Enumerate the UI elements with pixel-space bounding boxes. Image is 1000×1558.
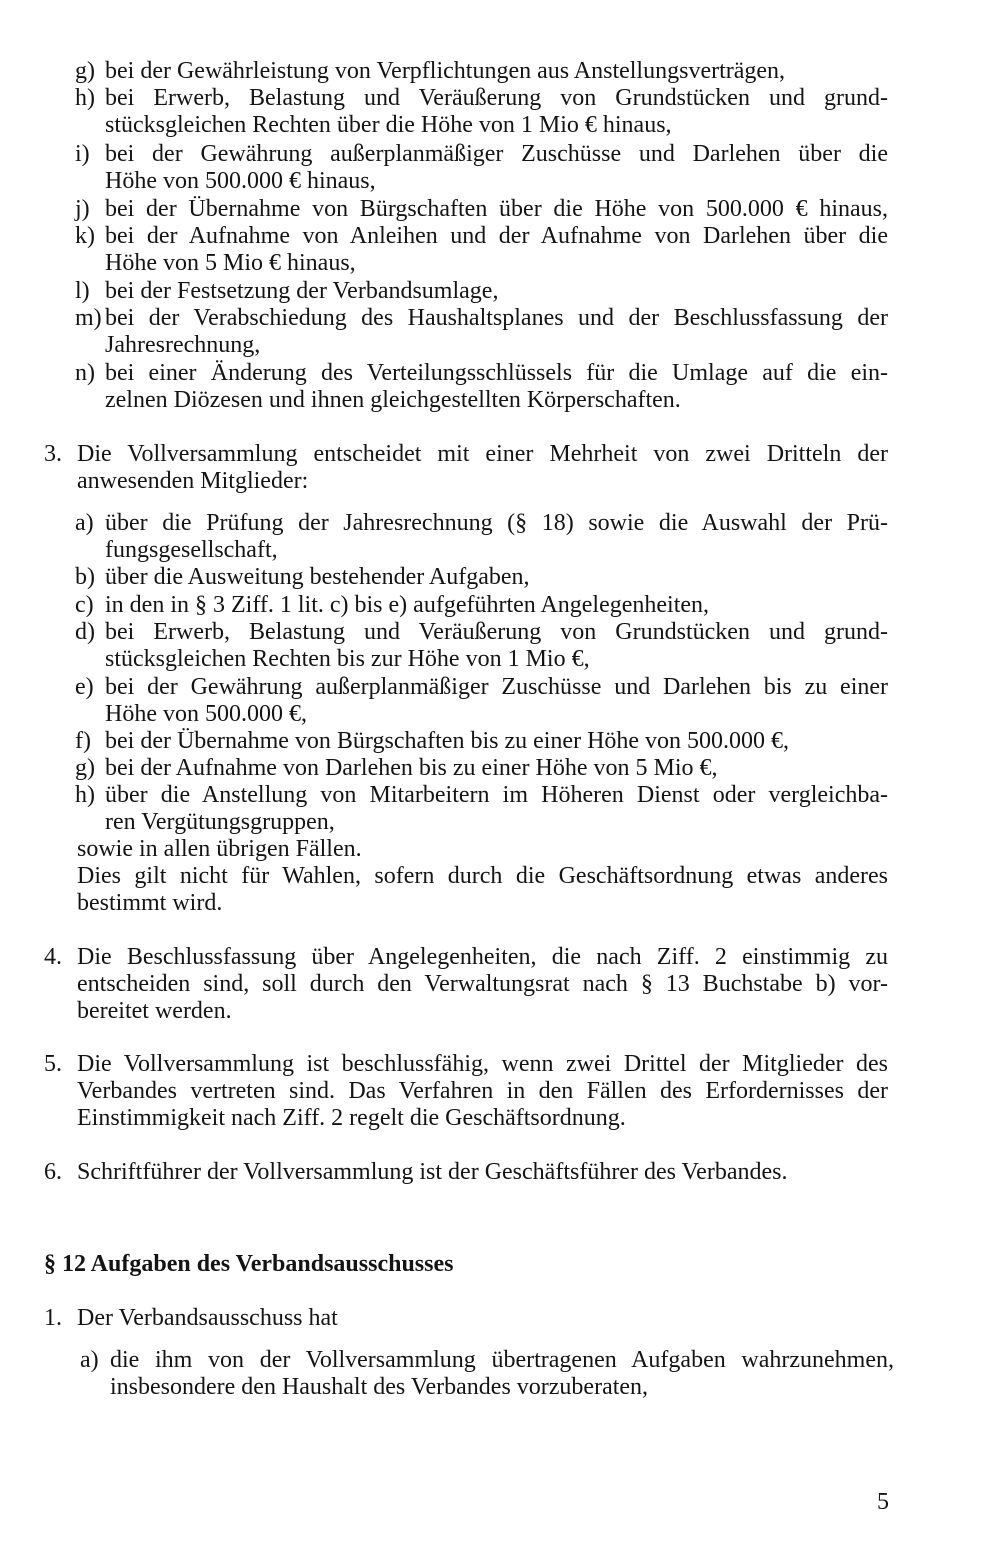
list-item-line: bei einer Änderung des Verteilungsschlüssels für die Umlage auf die ein- xyxy=(105,360,888,386)
list-item-line: bei Erwerb, Belastung und Veräußerung von Grundstücken und grund- xyxy=(105,619,888,645)
list-item-line: fungsgesellschaft, xyxy=(105,537,278,563)
list-marker: a) xyxy=(80,1347,99,1373)
list-marker: g) xyxy=(75,755,95,781)
list-marker: k) xyxy=(75,223,95,249)
list-item-line: in den in § 3 Ziff. 1 lit. c) bis e) aufgeführten Angelegenheiten, xyxy=(105,592,710,618)
list-marker: i) xyxy=(75,141,90,167)
list-item-line: Jahresrechnung, xyxy=(105,332,261,358)
list-item-line: die ihm von der Vollversammlung übertragenen Aufgaben wahrzunehmen, xyxy=(110,1347,894,1373)
section-number: 4. xyxy=(44,944,62,970)
list-marker: d) xyxy=(75,619,95,645)
list-item-line: bei der Festsetzung der Verbandsumlage, xyxy=(105,278,499,304)
paragraph-line: entscheiden sind, soll durch den Verwaltungsrat nach § 13 Buchstabe b) vor- xyxy=(77,971,888,997)
list-marker: e) xyxy=(75,674,94,700)
paragraph-line: Der Verbandsausschuss hat xyxy=(77,1305,338,1331)
list-item-line: über die Ausweitung bestehender Aufgaben, xyxy=(105,564,530,590)
section-heading: § 12 Aufgaben des Verbandsausschusses xyxy=(44,1251,454,1277)
paragraph-line: bestimmt wird. xyxy=(77,890,223,916)
list-item-line: bei der Übernahme von Bürgschaften bis zu einer Höhe von 500.000 €, xyxy=(105,728,790,754)
list-marker: h) xyxy=(75,782,95,808)
paragraph-line: Die Vollversammlung ist beschlussfähig, wenn zwei Drittel der Mitglieder des xyxy=(77,1051,888,1077)
list-item-line: bei der Gewährung außerplanmäßiger Zuschüsse und Darlehen über die xyxy=(105,141,888,167)
section-number: 5. xyxy=(44,1051,62,1077)
list-item-line: stücksgleichen Rechten bis zur Höhe von 1 Mio €, xyxy=(105,646,590,672)
paragraph-line: Einstimmigkeit nach Ziff. 2 regelt die Geschäftsordnung. xyxy=(77,1105,626,1131)
paragraph-line: bereitet werden. xyxy=(77,998,232,1024)
section-number: 6. xyxy=(44,1159,62,1185)
list-item-line: Höhe von 500.000 € hinaus, xyxy=(105,168,376,194)
section-number: 3. xyxy=(44,441,62,467)
list-item-line: über die Prüfung der Jahresrechnung (§ 18) sowie die Auswahl der Prü- xyxy=(105,510,888,536)
list-item-line: stücksgleichen Rechten über die Höhe von 1 Mio € hinaus, xyxy=(105,112,672,138)
list-item-line: über die Anstellung von Mitarbeitern im Höheren Dienst oder vergleichba- xyxy=(105,782,888,808)
list-item-line: bei der Aufnahme von Darlehen bis zu einer Höhe von 5 Mio €, xyxy=(105,755,718,781)
list-marker: a) xyxy=(75,510,94,536)
list-marker: f) xyxy=(75,728,91,754)
list-item-line: bei der Übernahme von Bürgschaften über die Höhe von 500.000 € hinaus, xyxy=(105,196,888,222)
list-item-line: bei der Gewährleistung von Verpflichtungen aus Anstellungsverträgen, xyxy=(105,58,786,84)
list-item-line: Höhe von 500.000 €, xyxy=(105,701,307,727)
list-item-line: bei Erwerb, Belastung und Veräußerung von Grundstücken und grund- xyxy=(105,85,888,111)
list-marker: c) xyxy=(75,592,94,618)
paragraph-line: Die Beschlussfassung über Angelegenheiten, die nach Ziff. 2 einstimmig zu xyxy=(77,944,888,970)
list-item-line: Höhe von 5 Mio € hinaus, xyxy=(105,250,356,276)
paragraph-line: Dies gilt nicht für Wahlen, sofern durch die Geschäftsordnung etwas anderes xyxy=(77,863,888,889)
list-item-line: insbesondere den Haushalt des Verbandes vorzuberaten, xyxy=(110,1374,649,1400)
section-number: 1. xyxy=(44,1305,62,1331)
paragraph-line: anwesenden Mitglieder: xyxy=(77,468,309,494)
paragraph-line: sowie in allen übrigen Fällen. xyxy=(77,836,362,862)
page-number: 5 xyxy=(877,1489,889,1515)
list-item-line: zelnen Diözesen und ihnen gleichgestellten Körperschaften. xyxy=(105,387,681,413)
list-marker: m) xyxy=(75,305,102,331)
list-marker: g) xyxy=(75,58,95,84)
list-item-line: ren Vergütungsgruppen, xyxy=(105,809,335,835)
list-item-line: bei der Gewährung außerplanmäßiger Zuschüsse und Darlehen bis zu einer xyxy=(105,674,888,700)
list-marker: b) xyxy=(75,564,95,590)
paragraph-line: Verbandes vertreten sind. Das Verfahren in den Fällen des Erfordernisses der xyxy=(77,1078,888,1104)
paragraph-line: Die Vollversammlung entscheidet mit einer Mehrheit von zwei Dritteln der xyxy=(77,441,888,467)
list-item-line: bei der Verabschiedung des Haushaltsplanes und der Beschlussfassung der xyxy=(105,305,888,331)
list-marker: j) xyxy=(75,196,90,222)
list-item-line: bei der Aufnahme von Anleihen und der Aufnahme von Darlehen über die xyxy=(105,223,888,249)
list-marker: l) xyxy=(75,278,90,304)
paragraph-line: Schriftführer der Vollversammlung ist der Geschäftsführer des Verbandes. xyxy=(77,1159,788,1185)
list-marker: h) xyxy=(75,85,95,111)
list-marker: n) xyxy=(75,360,95,386)
